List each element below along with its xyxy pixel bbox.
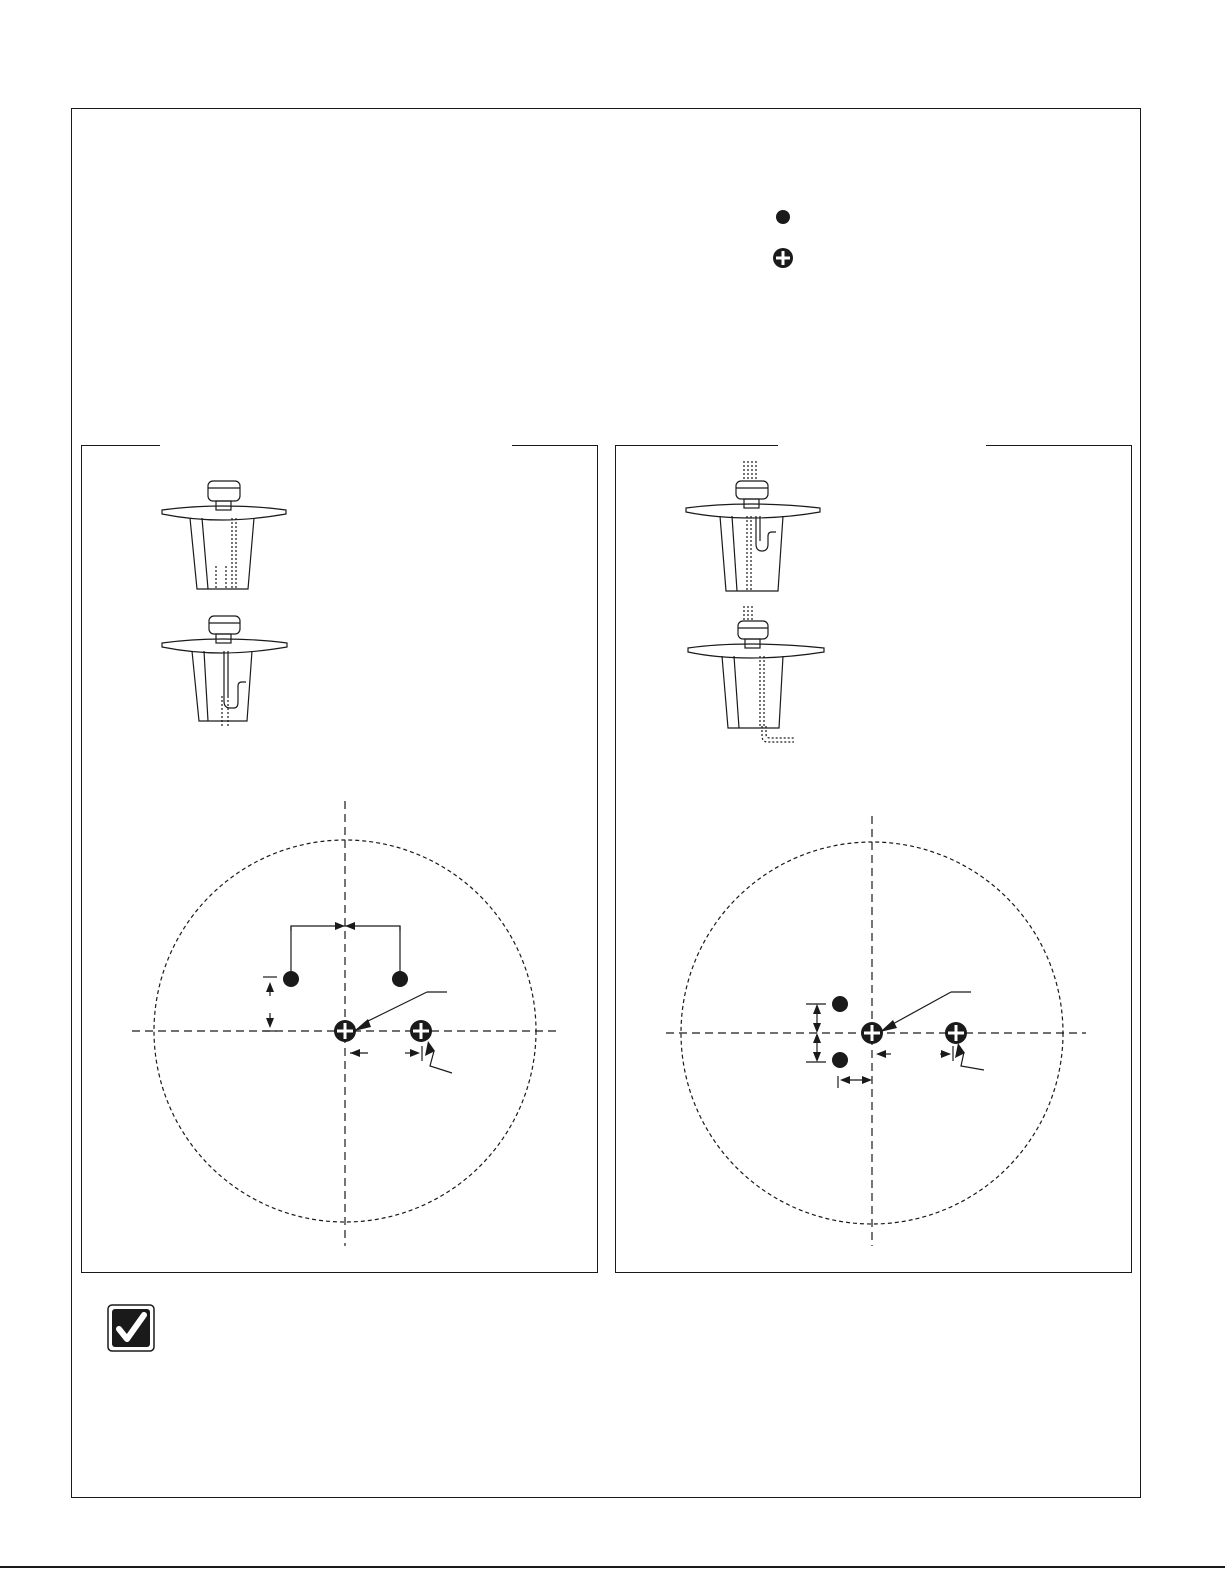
circle-plus-icon <box>773 248 793 268</box>
fixture-drawing-bottom <box>688 606 824 742</box>
left-panel-drawing <box>82 446 599 1274</box>
filled-circle-icon <box>392 971 408 987</box>
fixture-drawing-top <box>686 461 820 591</box>
right-installation-panel <box>615 445 1132 1273</box>
left-installation-panel <box>81 445 598 1273</box>
filled-circle-icon <box>283 971 299 987</box>
filled-circle-icon <box>776 210 790 224</box>
legend <box>770 205 810 275</box>
checkmark-icon <box>107 1304 155 1352</box>
filled-circle-icon <box>832 1052 848 1068</box>
filled-circle-icon <box>832 996 848 1012</box>
fixture-drawing-bottom <box>162 616 287 726</box>
right-panel-drawing <box>616 446 1133 1274</box>
bottom-rule <box>0 1566 1225 1568</box>
fixture-drawing-top <box>162 481 286 589</box>
